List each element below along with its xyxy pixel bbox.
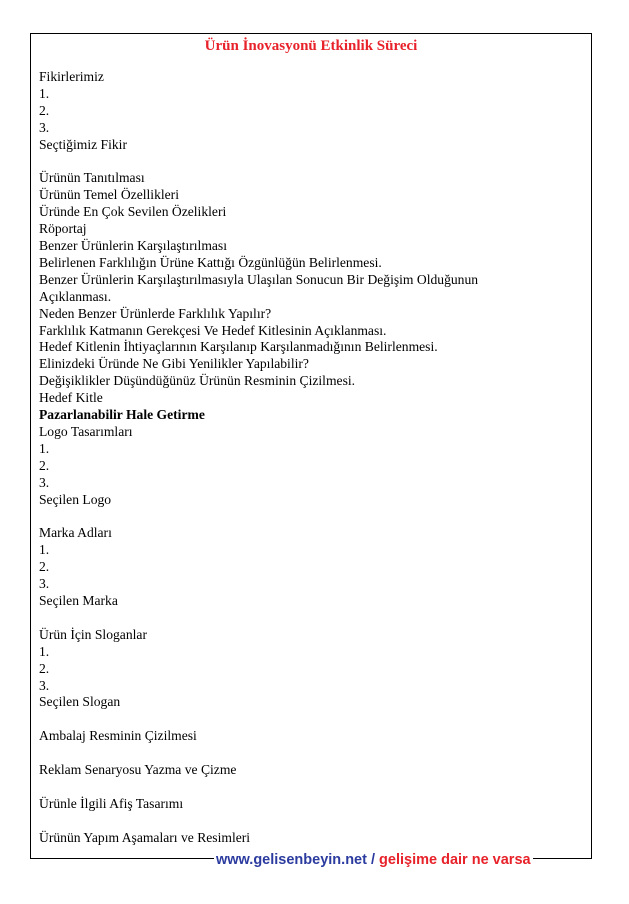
footer bbox=[0, 850, 629, 870]
document-line: 2. bbox=[39, 102, 50, 118]
document-title: Ürün İnovasyonü Etkinlik Süreci bbox=[204, 38, 418, 54]
blank-line bbox=[39, 154, 579, 171]
document-line: Farklılık Katmanın Gerekçesi Ve Hedef Kitlesinin Açıklanması. bbox=[39, 322, 387, 338]
footer-text bbox=[214, 850, 533, 870]
document-line: 1. bbox=[39, 440, 50, 456]
document-line: Üründe En Çok Sevilen Özelikleri bbox=[39, 204, 227, 220]
document-line: Değişiklikler Düşündüğünüz Ürünün Resminin Çizilmesi. bbox=[39, 373, 356, 389]
document-line: 1. bbox=[39, 85, 50, 101]
document-line: 3. bbox=[39, 576, 50, 592]
document-line: 1. bbox=[39, 542, 50, 558]
document-line: Belirlenen Farklılığın Ürüne Kattığı Özgünlüğün Belirlenmesi. bbox=[39, 254, 382, 270]
document-line: 2. bbox=[39, 660, 50, 676]
blank-line bbox=[39, 610, 579, 627]
document-line: Açıklanması. bbox=[39, 288, 112, 304]
document-line: Ürünün Temel Özellikleri bbox=[39, 187, 179, 203]
document-line: Hedef Kitlenin İhtiyaçlarının Karşılanıp Karşılanmadığının Belirlenmesi. bbox=[39, 339, 438, 355]
document-line: Neden Benzer Ürünlerde Farklılık Yapılır? bbox=[39, 305, 272, 321]
document-line: Benzer Ürünlerin Karşılaştırılması bbox=[39, 238, 227, 254]
document-line: 3. bbox=[39, 677, 50, 693]
document-body bbox=[39, 69, 579, 847]
document-line: Seçtiğimiz Fikir bbox=[39, 136, 127, 152]
footer-separator: / bbox=[366, 852, 380, 868]
footer-slogan: gelişime dair ne varsa bbox=[379, 852, 531, 868]
document-line: 1. bbox=[39, 643, 50, 659]
blank-line bbox=[39, 813, 579, 830]
document-line: Seçilen Marka bbox=[39, 593, 118, 609]
document-line: 2. bbox=[39, 457, 50, 473]
blank-line bbox=[39, 745, 579, 762]
document-line: Röportaj bbox=[39, 221, 87, 237]
document-line: Marka Adları bbox=[39, 525, 112, 541]
section-heading: Pazarlanabilir Hale Getirme bbox=[39, 407, 205, 423]
blank-line bbox=[39, 711, 579, 728]
document-line: Logo Tasarımları bbox=[39, 424, 133, 440]
document-line: Seçilen Slogan bbox=[39, 694, 121, 710]
document-line: Benzer Ürünlerin Karşılaştırılmasıyla Ulaşılan Sonucun Bir Değişim Olduğunun bbox=[39, 271, 479, 287]
document-page bbox=[30, 33, 592, 859]
blank-line bbox=[39, 779, 579, 796]
document-line: Ürünle İlgili Afiş Tasarımı bbox=[39, 795, 184, 811]
footer-site-link[interactable]: www.gelisenbeyin.net bbox=[216, 852, 367, 868]
document-line: 3. bbox=[39, 474, 50, 490]
document-line: Hedef Kitle bbox=[39, 390, 103, 406]
document-line: Ürünün Yapım Aşamaları ve Resimleri bbox=[39, 829, 251, 845]
document-line: Reklam Senaryosu Yazma ve Çizme bbox=[39, 762, 237, 778]
blank-line bbox=[39, 509, 579, 526]
document-line: Elinizdeki Üründe Ne Gibi Yenilikler Yapılabilir? bbox=[39, 356, 309, 372]
document-line: 2. bbox=[39, 559, 50, 575]
document-line: Ambalaj Resminin Çizilmesi bbox=[39, 728, 197, 744]
document-line: Ürün İçin Sloganlar bbox=[39, 626, 147, 642]
document-line: Seçilen Logo bbox=[39, 491, 112, 507]
document-line: Ürünün Tanıtılması bbox=[39, 170, 145, 186]
document-line: 3. bbox=[39, 119, 50, 135]
document-line: Fikirlerimiz bbox=[39, 69, 104, 84]
